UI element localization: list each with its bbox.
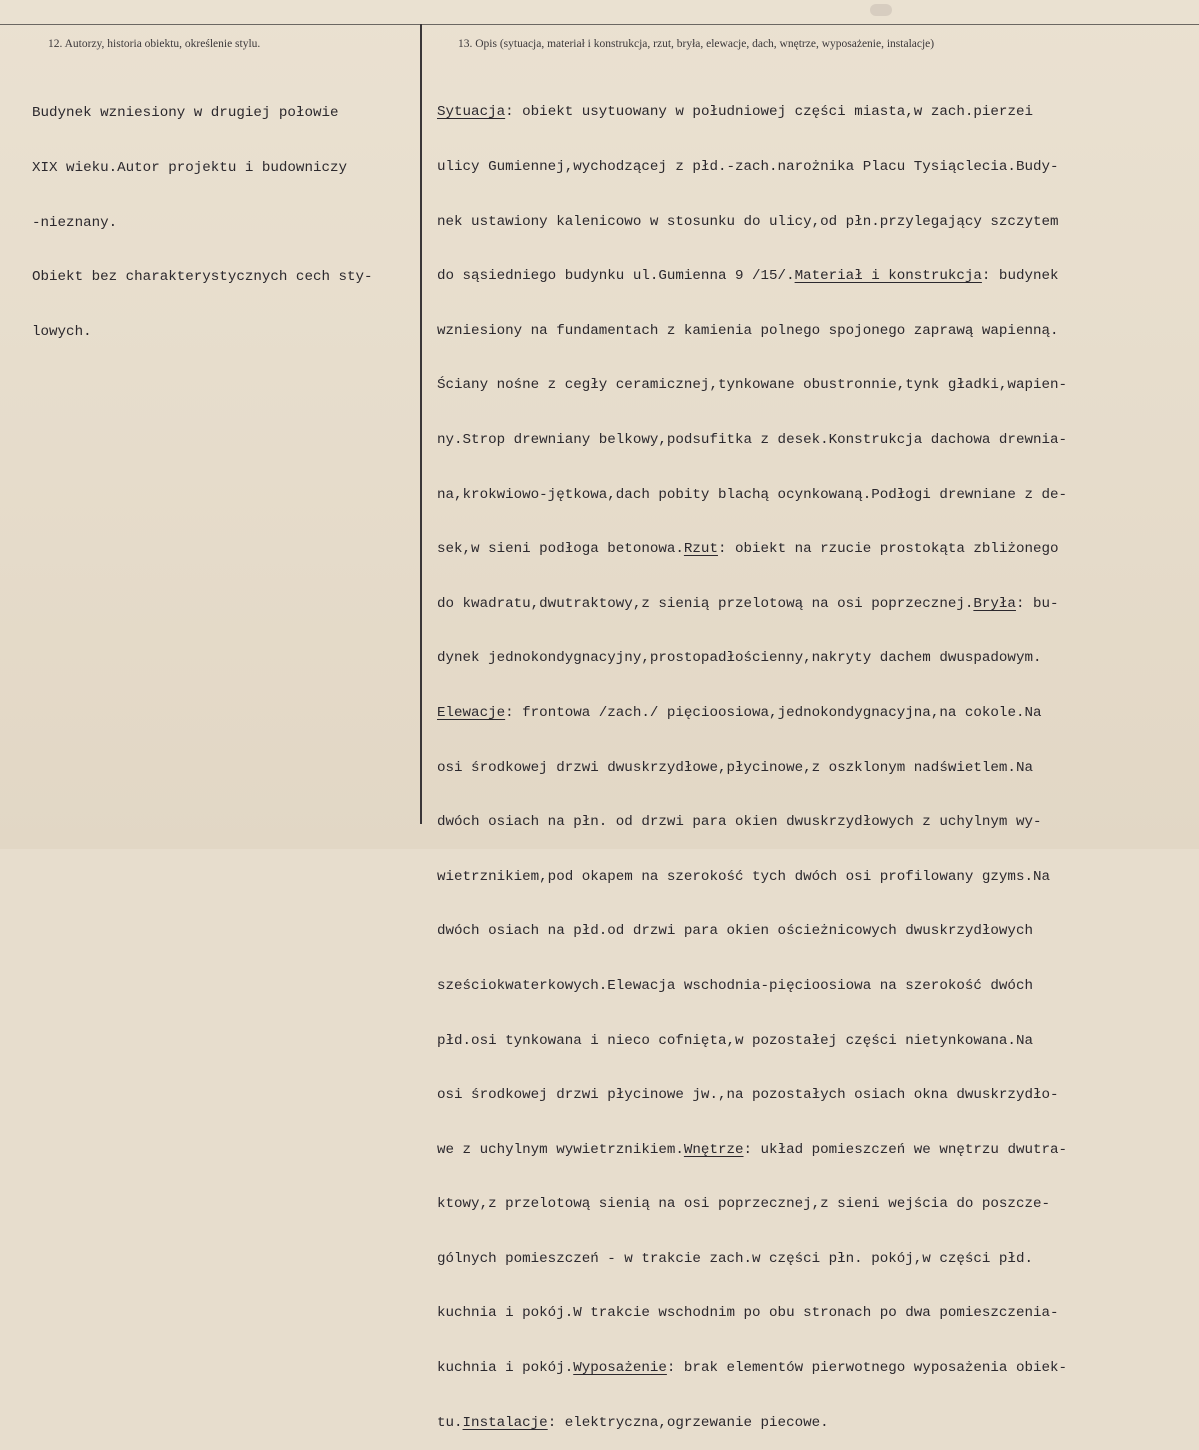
heading-instalacje: Instalacje bbox=[462, 1414, 548, 1431]
text-line: ulicy Gumiennej,wychodzącej z płd.-zach.narożnika Placu Tysiąclecia.Budy- bbox=[437, 159, 1059, 175]
text-line bbox=[437, 103, 1067, 121]
text-line: Obiekt bez charakterystycznych cech sty- bbox=[32, 269, 373, 286]
stamp-mark bbox=[870, 4, 892, 16]
text-line: gólnych pomieszczeń - w trakcie zach.w części płn. pokój,w części płd. bbox=[437, 1250, 1033, 1267]
text-line bbox=[437, 267, 1067, 285]
text-line: Budynek wzniesiony w drugiej połowie bbox=[32, 105, 339, 122]
text-run: tu. bbox=[437, 1414, 463, 1431]
text-line bbox=[437, 595, 1067, 613]
section-13-header: 13. Opis (sytuacja, materiał i konstrukcja, rzut, bryła, elewacje, dach, wnętrze, wyposażenie, instalacje) bbox=[458, 38, 935, 50]
text-line: -nieznany. bbox=[32, 214, 118, 231]
text-run: sek,w sieni podłoga betonowa. bbox=[437, 541, 684, 558]
text-run: we z uchylnym wywietrznikiem. bbox=[437, 1141, 684, 1158]
text-line: nek ustawiony kalenicowo w stosunku do ulicy,od płn.przylegający szczytem bbox=[437, 213, 1059, 230]
text-run: do sąsiedniego budynku ul.Gumienna 9 /15/. bbox=[437, 268, 795, 285]
text-run: : brak elementów pierwotnego wyposażenia obiek- bbox=[666, 1360, 1068, 1377]
text-line: XIX wieku.Autor projektu i budowniczy bbox=[32, 160, 348, 176]
text-run: : frontowa /zach./ pięcioosiowa,jednokondygnacyjna,na cokole.Na bbox=[505, 704, 1042, 721]
text-line: kuchnia i pokój.W trakcie wschodnim po obu stronach po dwa pomieszczenia- bbox=[437, 1305, 1059, 1322]
text-line: osi środkowej drzwi płycinowe jw.,na pozostałych osiach okna dwuskrzydło- bbox=[437, 1087, 1059, 1104]
text-line bbox=[437, 1359, 1067, 1377]
section-12-header: 12. Autorzy, historia obiektu, określenie stylu. bbox=[48, 38, 261, 50]
text-line: Ściany nośne z cegły ceramicznej,tynkowane obustronnie,tynk gładki,wapien- bbox=[437, 377, 1068, 394]
text-line bbox=[437, 540, 1067, 558]
text-line: ktowy,z przelotową sienią na osi poprzecznej,z sieni wejścia do poszcze- bbox=[437, 1196, 1050, 1213]
text-line: dynek jednokondygnacyjny,prostopadłościenny,nakryty dachem dwuspadowym. bbox=[437, 650, 1042, 667]
text-line: wzniesiony na fundamentach z kamienia polnego spojonego zaprawą wapienną. bbox=[437, 322, 1059, 339]
authors-history-text bbox=[32, 68, 373, 359]
heading-rzut: Rzut bbox=[683, 541, 718, 558]
text-line: lowych. bbox=[32, 323, 92, 340]
text-line bbox=[437, 1414, 1067, 1432]
heading-wyposazenie: Wyposażenie bbox=[573, 1360, 667, 1377]
text-line: ny.Strop drewniany belkowy,podsufitka z desek.Konstrukcja dachowa drewnia- bbox=[437, 431, 1068, 448]
text-line: dwóch osiach na płd.od drzwi para okien ościeżnicowych dwuskrzydłowych bbox=[437, 923, 1033, 940]
text-line: osi środkowej drzwi dwuskrzydłowe,płycinowe,z oszklonym nadświetlem.Na bbox=[437, 759, 1033, 776]
text-line: dwóch osiach na płn. od drzwi para okien dwuskrzydłowych z uchylnym wy- bbox=[437, 814, 1042, 831]
text-run: : budynek bbox=[981, 268, 1059, 285]
column-divider bbox=[420, 24, 422, 824]
text-run: : układ pomieszczeń we wnętrzu dwutra- bbox=[743, 1141, 1068, 1158]
text-run: : obiekt usytuowany w południowej części miasta,w zach.pierzei bbox=[505, 104, 1033, 121]
top-rule bbox=[0, 24, 1199, 25]
text-run: do kwadratu,dwutraktowy,z sienią przelotową na osi poprzecznej. bbox=[437, 595, 974, 612]
text-line bbox=[437, 704, 1067, 722]
text-line: płd.osi tynkowana i nieco cofnięta,w pozostałej części nietynkowana.Na bbox=[437, 1032, 1033, 1049]
text-run: kuchnia i pokój. bbox=[437, 1360, 574, 1377]
description-text bbox=[437, 67, 1067, 1450]
text-run: : obiekt na rzucie prostokąta zbliżonego bbox=[717, 541, 1059, 558]
heading-material: Materiał i konstrukcja bbox=[794, 268, 982, 285]
text-line bbox=[437, 1141, 1067, 1159]
text-run: : bu- bbox=[1015, 595, 1059, 612]
text-run: : elektryczna,ogrzewanie piecowe. bbox=[547, 1414, 829, 1431]
heading-sytuacja: Sytuacja bbox=[437, 104, 506, 121]
text-line: na,krokwiowo-jętkowa,dach pobity blachą ocynkowaną.Podłogi drewniane z de- bbox=[437, 486, 1068, 503]
text-line: wietrznikiem,pod okapem na szerokość tych dwóch osi profilowany gzyms.Na bbox=[437, 868, 1050, 885]
heading-bryla: Bryła bbox=[973, 595, 1016, 612]
heading-elewacje: Elewacje bbox=[437, 704, 506, 721]
heading-wnetrze: Wnętrze bbox=[683, 1141, 744, 1158]
text-line: sześciokwaterkowych.Elewacja wschodnia-pięcioosiowa na szerokość dwóch bbox=[437, 977, 1033, 994]
